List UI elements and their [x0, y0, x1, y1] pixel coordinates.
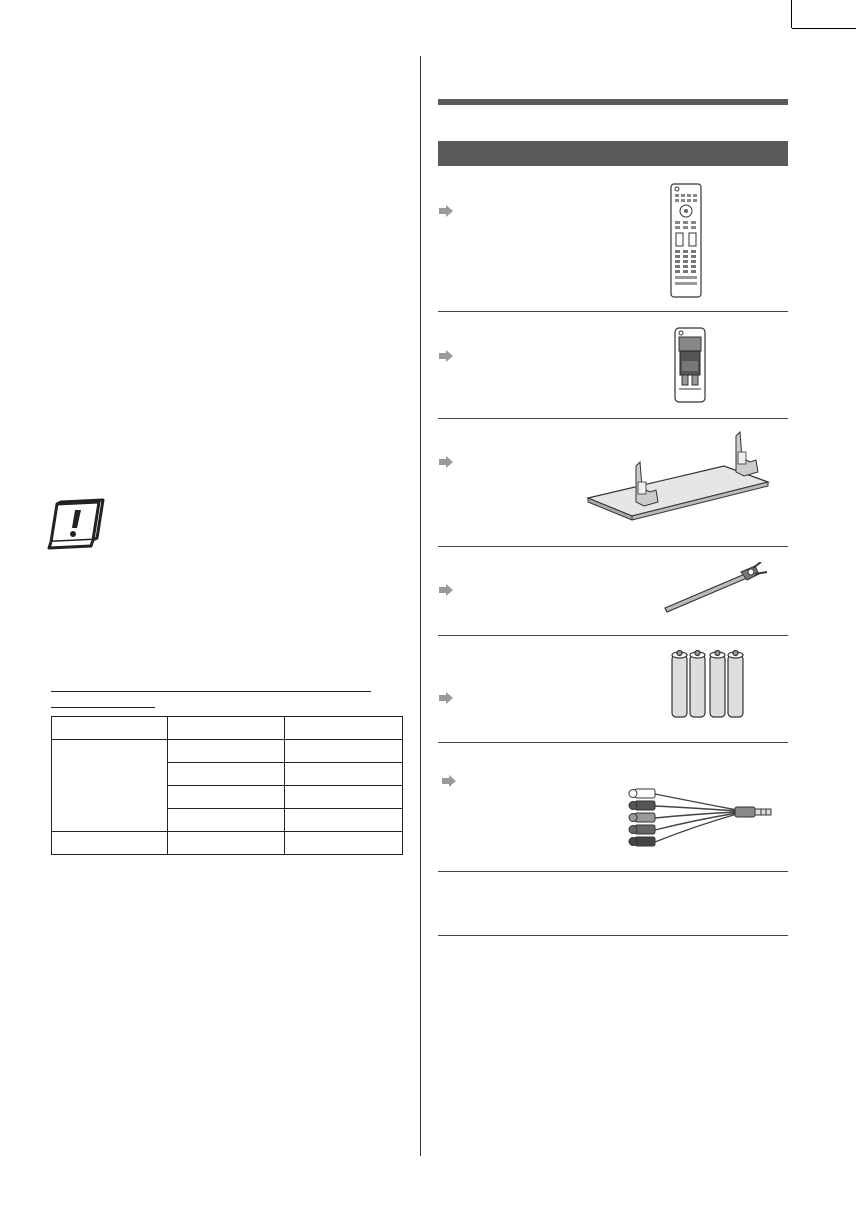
row-separator: [438, 546, 788, 547]
table-heading-underline-1: [51, 691, 371, 692]
column-divider: [420, 56, 421, 1156]
row-separator: [438, 871, 788, 872]
arrow-right-icon: [439, 692, 453, 704]
table-row: [52, 740, 403, 763]
arrow-right-icon: [439, 456, 453, 468]
table-cell: [52, 832, 168, 855]
table-cell: [168, 740, 285, 763]
crop-mark-top-right: [791, 0, 792, 28]
table-cell: [285, 832, 403, 855]
table-cell: [285, 740, 403, 763]
small-remote-icon: [674, 327, 706, 403]
row-separator: [438, 311, 788, 312]
table-cell: [168, 786, 285, 809]
table-cell: [168, 809, 285, 832]
row-separator: [438, 418, 788, 419]
arrow-right-icon: [439, 584, 453, 596]
section-heading-bar: [438, 141, 788, 166]
table-row: [52, 717, 403, 740]
table-cell: [52, 740, 168, 832]
table-cell: [285, 786, 403, 809]
arrow-right-icon: [442, 775, 456, 787]
arrow-right-icon: [439, 350, 453, 362]
cable-tie-icon: [663, 562, 769, 614]
crop-mark-right-top: [792, 28, 856, 29]
row-separator: [438, 635, 788, 636]
remote-control-icon: [670, 183, 702, 298]
caution-book-icon: [47, 496, 109, 554]
table-heading-underline-2: [51, 707, 155, 708]
table-cell: [285, 717, 403, 740]
tv-pedestal-stand-icon: [584, 430, 774, 525]
section-rule: [438, 99, 788, 105]
aaa-batteries-icon: [670, 647, 748, 719]
table-cell: [52, 717, 168, 740]
table-cell: [168, 832, 285, 855]
row-separator: [438, 935, 788, 936]
spec-table: [51, 716, 403, 855]
table-cell: [285, 763, 403, 786]
table-cell: [285, 809, 403, 832]
av-adapter-cable-icon: [625, 780, 777, 852]
arrow-right-icon: [439, 205, 453, 217]
row-separator: [438, 742, 788, 743]
table-row: [52, 832, 403, 855]
table-cell: [168, 717, 285, 740]
table-cell: [168, 763, 285, 786]
